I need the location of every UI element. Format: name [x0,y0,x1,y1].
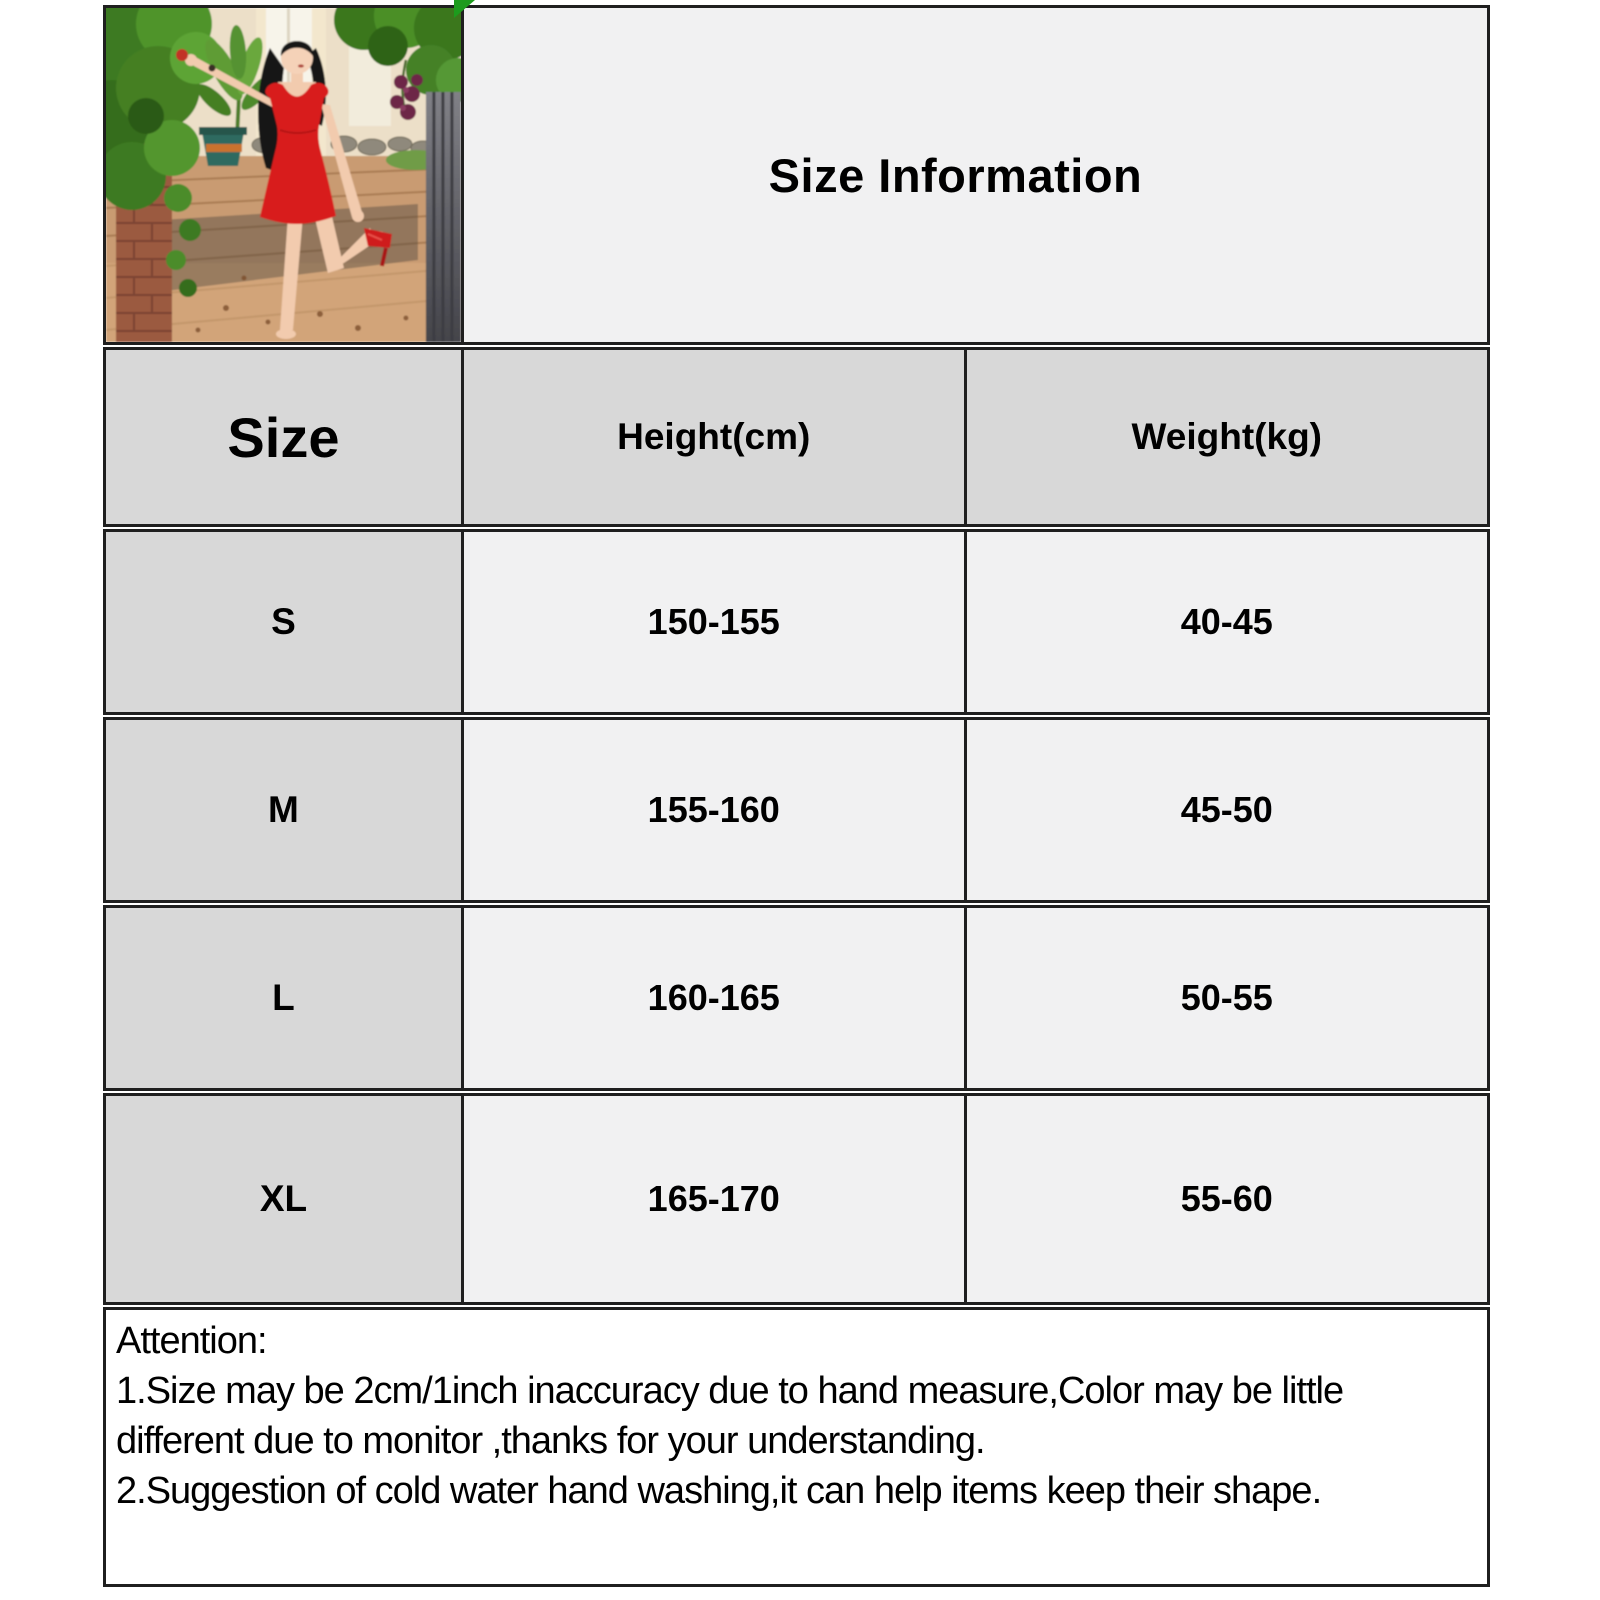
product-photo [106,8,461,342]
size-cell: L [106,908,461,1088]
attention-note-1: 1.Size may be 2cm/1inch inaccuracy due to hand measure,Color may be little different due to monitor ,thanks for your understanding. [116,1370,1344,1462]
height-cell: 150-155 [461,532,964,712]
product-photo-illustration [106,8,461,342]
weight-cell: 40-45 [964,532,1487,712]
page-title: Size Information [768,148,1143,202]
table-row-l [103,905,1490,1091]
attention-box [103,1307,1490,1587]
attention-heading: Attention: [116,1320,267,1362]
size-chart-sheet [103,5,1490,1587]
title-cell [461,8,1487,342]
table-row-m [103,717,1490,903]
table-row-s [103,529,1490,715]
header-weight: Weight(kg) [964,350,1487,524]
weight-cell: 55-60 [964,1096,1487,1302]
size-cell: M [106,720,461,900]
weight-cell: 45-50 [964,720,1487,900]
weight-cell: 50-55 [964,908,1487,1088]
attention-note-2: 2.Suggestion of cold water hand washing,it can help items keep their shape. [116,1470,1322,1512]
header-size: Size [106,350,461,524]
header-height: Height(cm) [461,350,964,524]
height-cell: 165-170 [461,1096,964,1302]
top-row [103,5,1490,345]
size-cell: S [106,532,461,712]
height-cell: 155-160 [461,720,964,900]
height-cell: 160-165 [461,908,964,1088]
table-row-xl [103,1093,1490,1305]
size-cell: XL [106,1096,461,1302]
table-header-row [103,347,1490,527]
